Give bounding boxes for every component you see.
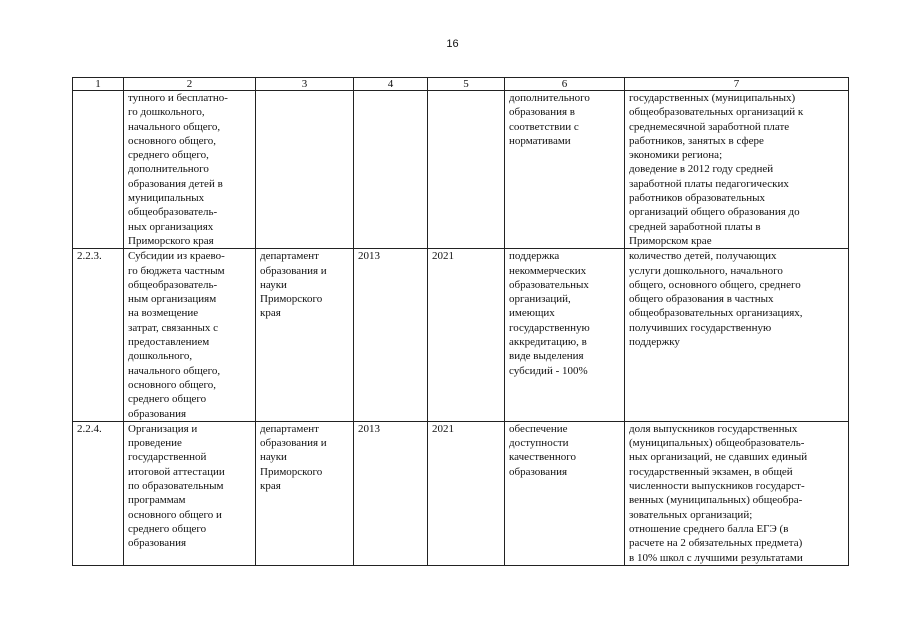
measure-name: Организация и проведение государственной итоговой аттестации по образовательным программам основного общего и среднего общего образования <box>124 421 256 565</box>
measure-number: 2.2.4. <box>73 421 124 565</box>
measure-start-year: 2013 <box>354 421 428 565</box>
table-row <box>73 91 849 249</box>
measure-name: тупного и бесплатно- го дошкольного, начального общего, основного общего, среднего общего, дополнительного образования детей в муниципальных общеобразователь- ных организациях Приморского края <box>124 91 256 249</box>
column-header: 7 <box>625 78 849 91</box>
column-header: 2 <box>124 78 256 91</box>
measure-start-year <box>354 91 428 249</box>
table-row <box>73 249 849 422</box>
measure-indicator: государственных (муниципальных) общеобразовательных организаций к среднемесячной заработной плате работников, занятых в сфере экономики региона; доведение в 2012 году средней заработной платы педагогических работников образовательных организаций общего образования до средней заработной платы в Приморском крае <box>625 91 849 249</box>
column-header: 1 <box>73 78 124 91</box>
column-number-row <box>73 78 849 91</box>
measure-start-year: 2013 <box>354 249 428 422</box>
measure-indicator: количество детей, получающих услуги дошкольного, начального общего, основного общего, среднего общего образования в частных общеобразовательных организациях, получивших государственную поддержку <box>625 249 849 422</box>
measure-direction: обеспечение доступности качественного образования <box>505 421 625 565</box>
measure-end-year: 2021 <box>428 421 505 565</box>
measure-number <box>73 91 124 249</box>
measure-executor <box>256 91 354 249</box>
measure-name: Субсидии из краево- го бюджета частным общеобразователь- ным организациям на возмещение затрат, связанных с предоставлением дошкольного, начального общего, основного общего, среднего общего образования <box>124 249 256 422</box>
measure-number: 2.2.3. <box>73 249 124 422</box>
measure-indicator: доля выпускников государственных (муниципальных) общеобразователь- ных организаций, не сдавших единый государственный экзамен, в общей численности выпускников государст- венных (муниципальных) общеобра- зовательных организаций; отношение среднего балла ЕГЭ (в расчете на 2 обязательных предмета) в 10% школ с лучшими результатами <box>625 421 849 565</box>
measure-direction: дополнительного образования в соответствии с нормативами <box>505 91 625 249</box>
measure-end-year <box>428 91 505 249</box>
column-header: 4 <box>354 78 428 91</box>
measure-end-year: 2021 <box>428 249 505 422</box>
column-header: 6 <box>505 78 625 91</box>
column-header: 3 <box>256 78 354 91</box>
measure-direction: поддержка некоммерческих образовательных организаций, имеющих государственную аккредитацию, в виде выделения субсидий - 100% <box>505 249 625 422</box>
column-header: 5 <box>428 78 505 91</box>
measure-executor: департамент образования и науки Приморского края <box>256 421 354 565</box>
program-measures-table <box>72 77 849 566</box>
page-number: 16 <box>446 38 459 50</box>
table-row <box>73 421 849 565</box>
measure-executor: департамент образования и науки Приморского края <box>256 249 354 422</box>
